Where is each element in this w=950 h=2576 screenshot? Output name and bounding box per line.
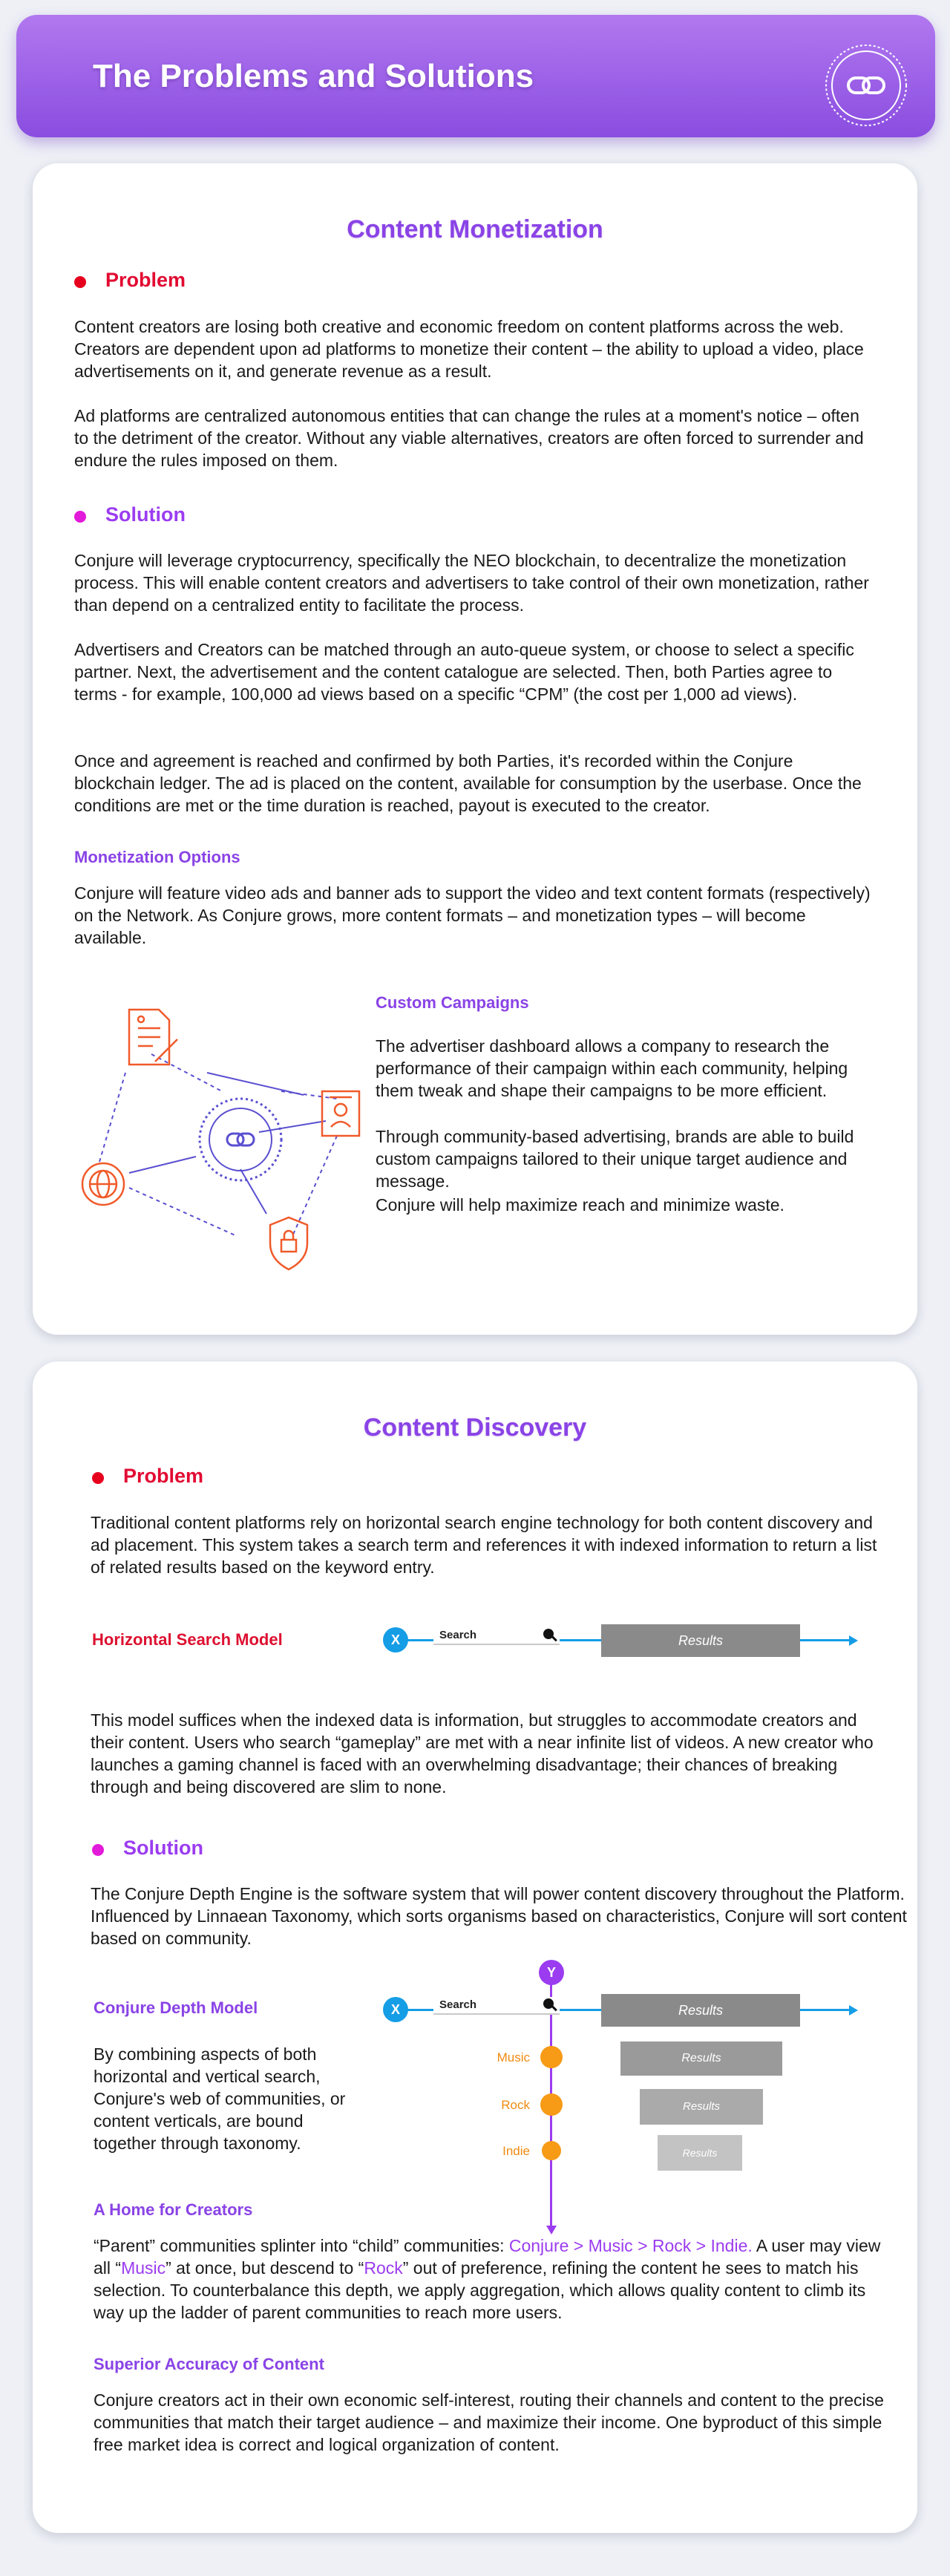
arrow-right-icon <box>849 2005 858 2016</box>
level-node-rock <box>540 2093 563 2116</box>
level-label-music: Music <box>497 2050 530 2065</box>
level-node-music <box>540 2046 563 2068</box>
level-label-indie: Indie <box>502 2144 530 2158</box>
problem-heading: Problem <box>123 1465 204 1487</box>
shield-lock-icon <box>270 1217 307 1269</box>
content-monetization-card <box>33 163 917 1335</box>
solution-heading: Solution <box>105 503 186 526</box>
x-axis-marker: X <box>383 1997 408 2022</box>
campaigns-paragraph: The advertiser dashboard allows a company to research the performance of their campaign within each community, helping them tweak and shape their campaigns to be more efficient. <box>376 1036 848 1100</box>
superior-accuracy-heading: Superior Accuracy of Content <box>94 2355 324 2373</box>
horizontal-search-model-label: Horizontal Search Model <box>92 1630 283 1649</box>
solution-paragraph: Once and agreement is reached and confirmed by both Parties, it's recorded within the Conjure blockchain ledger. The ad is placed on the content, available for consumption by the userbase. Once the conditions are met or the time duration is reached, payout is executed to the creator. <box>74 751 862 815</box>
header-banner <box>16 15 935 137</box>
campaigns-paragraph: Through community-based advertising, brands are able to build custom campaigns tailored to their unique target audience and message. <box>376 1127 854 1191</box>
problem-paragraph: Traditional content platforms rely on horizontal search engine technology for both content discovery and ad placement. This system takes a search term and references it with indexed information to return a list of related results based on the keyword entry. <box>91 1513 877 1577</box>
campaigns-paragraph: Conjure will help maximize reach and minimize waste. <box>376 1195 784 1215</box>
y-axis-marker: Y <box>539 1960 564 1985</box>
page-title: The Problems and Solutions <box>93 58 534 94</box>
chain-link-icon <box>200 1099 281 1180</box>
level-node-indie <box>542 2141 561 2160</box>
campaign-network-illustration <box>70 987 389 1284</box>
problem-heading: Problem <box>105 269 186 291</box>
section-title: Content Monetization <box>347 215 603 243</box>
music-highlight: Music <box>121 2258 166 2278</box>
results-bar: Results <box>658 2135 742 2171</box>
monetization-options-heading: Monetization Options <box>74 848 240 866</box>
home-for-creators-paragraph: “Parent” communities splinter into “child” communities: Conjure > Music > Rock > Indie. A user may view all “Music” at once, but descend to “Rock” out of preference, refining the content he sees to match his selection. To counterbalance this depth, we apply aggregation, which allows quality content to climb its way up the ladder of parent communities to reach more users. <box>94 2236 881 2322</box>
search-field: Search <box>433 1997 560 2015</box>
magnifier-icon <box>543 1998 554 2009</box>
problem-paragraph: This model suffices when the indexed data is information, but struggles to accommodate creators and their content. Users who search “gameplay” are met with a near infinite list of videos. A new creator who launches a gaming channel is faced with an overwhelming disadvantage; their chances of breaking through and being discovered are slim to none. <box>91 1710 874 1797</box>
home-for-creators-heading: A Home for Creators <box>94 2200 253 2219</box>
results-bar: Results <box>601 1994 800 2027</box>
problem-bullet <box>74 276 86 288</box>
search-field: Search <box>433 1627 560 1645</box>
globe-icon <box>82 1163 124 1205</box>
community-path-text: Conjure > Music > Rock > Indie. <box>508 2236 753 2255</box>
results-bar: Results <box>601 1624 800 1657</box>
section-title: Content Discovery <box>363 1413 587 1442</box>
results-bar: Results <box>640 2089 763 2125</box>
solution-bullet <box>74 511 86 523</box>
problem-bullet <box>92 1472 104 1484</box>
content-discovery-card <box>33 1361 917 2533</box>
arrow-down-icon <box>546 2226 557 2235</box>
solution-bullet <box>92 1844 104 1856</box>
problem-paragraph: Content creators are losing both creative and economic freedom on content platforms across the web. Creators are dependent upon ad platforms to monetize their content – the ability to upload a video, place advertisements on it, and generate revenue as a result. <box>74 317 864 381</box>
x-axis-marker: X <box>383 1627 408 1653</box>
accuracy-paragraph: Conjure creators act in their own economic self-interest, routing their channels and content to the precise communities that match their target audience – and maximize their income. One byproduct of this simple free market idea is correct and logical organization of content. <box>94 2390 884 2454</box>
results-bar: Results <box>620 2041 782 2076</box>
solution-paragraph: The Conjure Depth Engine is the software system that will power content discovery throughout the Platform. Influenced by Linnaean Taxonomy, which sorts organisms based on characteristics, Conjure will sort content based on community. <box>91 1884 907 1948</box>
document-pen-icon <box>129 1010 177 1065</box>
solution-paragraph: Advertisers and Creators can be matched through an auto-queue system, or choose to select a specific partner. Next, the advertisement and the content catalogue are selected. Then, both Parties agree to terms - for example, 100,000 ad views based on a specific “CPM” (the cost per 1,000 ad views). <box>74 640 854 704</box>
monetization-paragraph: Conjure will feature video ads and banner ads to support the video and text content formats (respectively) on the Network. As Conjure grows, more content formats – and monetization types – will become available. <box>74 883 871 947</box>
problem-paragraph: Ad platforms are centralized autonomous entities that can change the rules at a moment's notice – often to the detriment of the creator. Without any viable alternatives, creators are often forced to surrender and endure the rules imposed on them. <box>74 406 864 470</box>
depth-model-paragraph: By combining aspects of both horizontal and vertical search, Conjure's web of communities, or content verticals, are bound together through taxonomy. <box>94 2044 346 2153</box>
solution-heading: Solution <box>123 1837 203 1859</box>
rock-highlight: Rock <box>364 2258 403 2278</box>
depth-model-label: Conjure Depth Model <box>94 1998 258 2017</box>
magnifier-icon <box>543 1629 554 1639</box>
arrow-right-icon <box>849 1635 858 1646</box>
solution-paragraph: Conjure will leverage cryptocurrency, specifically the NEO blockchain, to decentralize the monetization process. This will enable content creators and advertisers to take control of their own monetization, rather than depend on a centralized entity to facilitate the process. <box>74 551 869 615</box>
level-label-rock: Rock <box>501 2098 530 2112</box>
chain-link-icon <box>822 41 911 130</box>
custom-campaigns-heading: Custom Campaigns <box>376 993 529 1012</box>
